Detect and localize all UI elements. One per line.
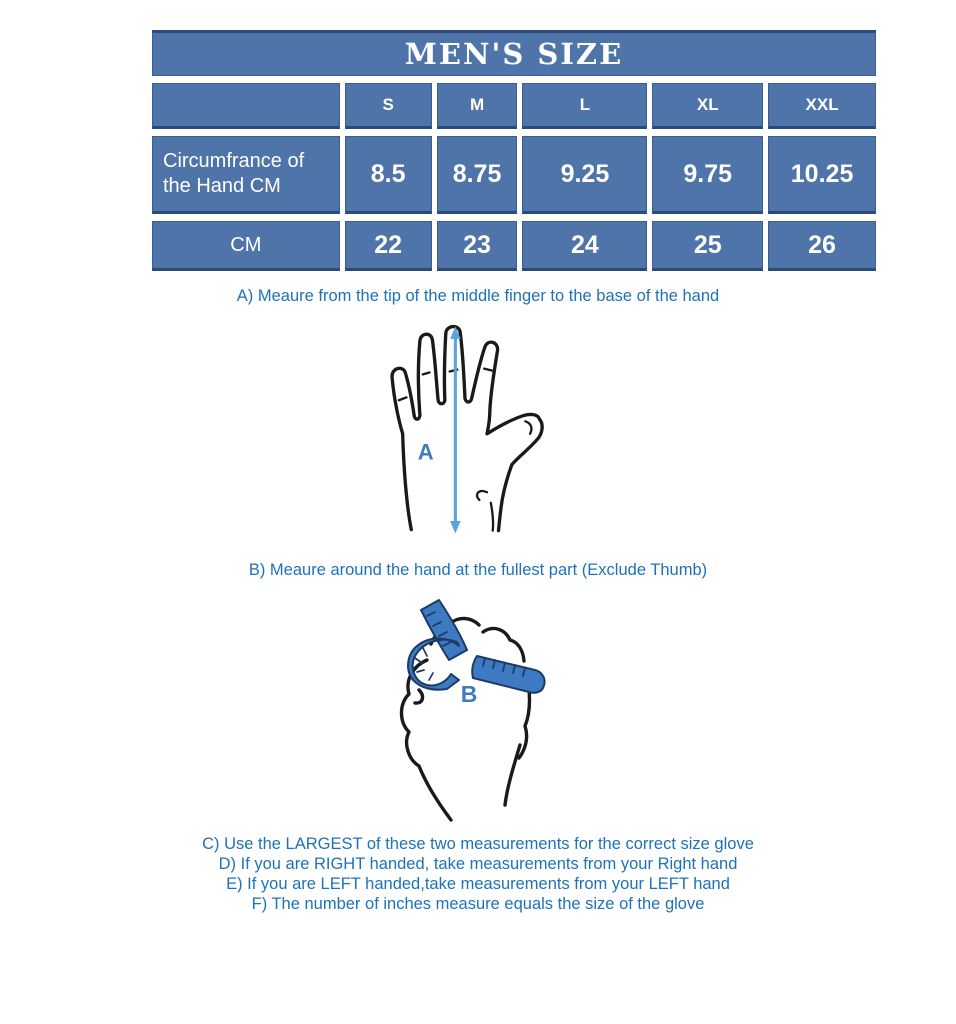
fist-measuring-tape-icon (383, 590, 573, 825)
instruction-a: A) Meaure from the tip of the middle finger to the base of the hand (236, 287, 720, 305)
instruction-f: F) The number of inches measure equals the size of the glove (251, 895, 705, 913)
header-empty-cell (152, 83, 340, 129)
circumference-value-s: 8.5 (345, 136, 432, 214)
hand-outline (392, 327, 542, 531)
column-header-xxl: XXL (768, 83, 876, 129)
circumference-value-m: 8.75 (437, 136, 518, 214)
open-hand-length-arrow-icon (368, 314, 560, 544)
instruction-d: D) If you are RIGHT handed, take measurements from your Right hand (218, 855, 738, 873)
figure-a-label: A (417, 439, 434, 465)
figure-b-label: B (460, 681, 478, 707)
cm-value-xl: 25 (652, 221, 763, 271)
cm-value-s: 22 (345, 221, 432, 271)
instruction-c: C) Use the LARGEST of these two measurements for the correct size glove (202, 835, 754, 853)
measuring-tape-icon (408, 600, 545, 693)
tape-top-strip (421, 600, 467, 660)
column-header-xl: XL (652, 83, 763, 129)
circumference-value-l: 9.25 (522, 136, 647, 214)
instruction-e: E) If you are LEFT handed,take measurements from your LEFT hand (226, 875, 730, 893)
column-header-s: S (345, 83, 432, 129)
cm-value-l: 24 (522, 221, 647, 271)
fist-tape-figure (0, 590, 956, 825)
circumference-value-xxl: 10.25 (768, 136, 876, 214)
circumference-value-xl: 9.75 (652, 136, 763, 214)
hand-length-figure (0, 314, 942, 544)
table-grid (152, 83, 876, 271)
column-header-l: L (522, 83, 647, 129)
column-header-m: M (437, 83, 518, 129)
instruction-b: B) Meaure around the hand at the fullest part (Exclude Thumb) (248, 561, 708, 579)
cm-value-xxl: 26 (768, 221, 876, 271)
mens-size-table (152, 30, 876, 271)
instructions-c-f (0, 834, 956, 914)
tape-right-strip (472, 656, 544, 693)
row-label-cm: CM (152, 221, 340, 271)
table-title: MEN'S SIZE (152, 30, 876, 76)
row-label-circumference: Circumfrance of the Hand CM (152, 136, 340, 214)
cm-value-m: 23 (437, 221, 518, 271)
